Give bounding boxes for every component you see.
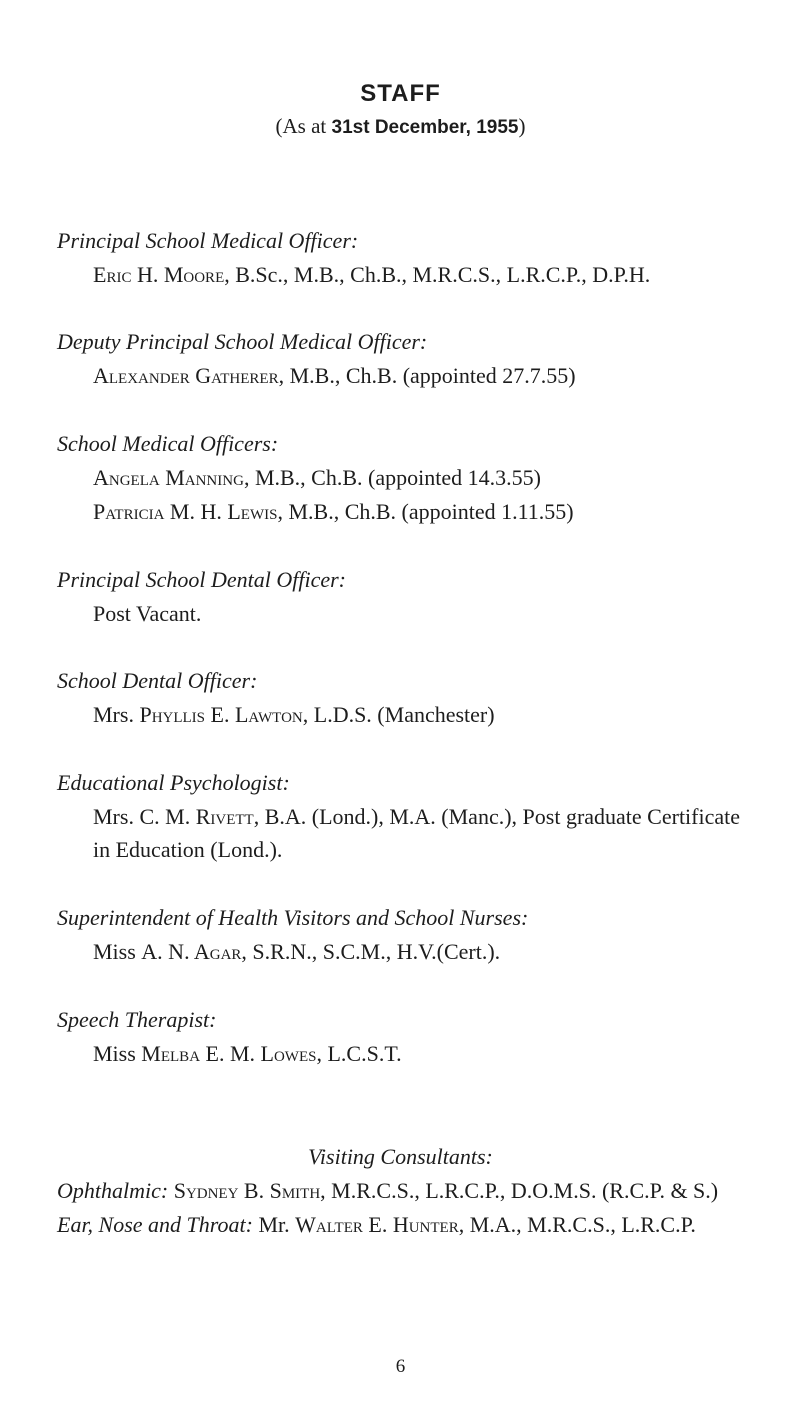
heading-deputy-smo: Deputy Principal School Medical Officer:: [57, 329, 428, 354]
heading-smos: School Medical Officers:: [57, 431, 279, 456]
page-subtitle: [0, 114, 801, 139]
consultant-qualifications: , M.R.C.S., L.R.C.P., D.O.M.S. (R.C.P. & S.): [320, 1178, 719, 1203]
staff-name: Melba E. M. Lowes: [141, 1041, 317, 1066]
staff-title: Mrs.: [93, 804, 140, 829]
staff-qualifications: , M.B., Ch.B. (appointed 27.7.55): [278, 363, 576, 388]
staff-name: Alexander Gatherer: [93, 363, 279, 388]
staff-name: Phyllis E. Lawton: [139, 702, 303, 727]
staff-name: Patricia M. H. Lewis: [93, 499, 278, 524]
entry-psychologist: [93, 804, 740, 830]
consultant-role: Ear, Nose and Throat:: [57, 1212, 253, 1237]
consultant-title: Mr.: [252, 1212, 296, 1237]
staff-name: Angela Manning: [93, 465, 244, 490]
staff-qualifications: , S.R.N., S.C.M., H.V.(Cert.).: [241, 939, 501, 964]
staff-qualifications: , B.Sc., M.B., Ch.B., M.R.C.S., L.R.C.P., D.P.H.: [224, 262, 651, 287]
consultant-qualifications: , M.A., M.R.C.S., L.R.C.P.: [458, 1212, 696, 1237]
consultant-name: Walter E. Hunter: [295, 1212, 459, 1237]
heading-psychologist: Educational Psychologist:: [57, 770, 290, 795]
staff-qualifications: , L.D.S. (Manchester): [302, 702, 495, 727]
staff-name: Eric H. Moore: [93, 262, 225, 287]
staff-qualifications: , L.C.S.T.: [316, 1041, 402, 1066]
entry-psychologist-cont: in Education (Lond.).: [93, 837, 283, 862]
staff-name: A. N. Agar: [141, 939, 242, 964]
entry-deputy-smo: [93, 363, 576, 389]
consultant-role: Ophthalmic:: [57, 1178, 169, 1203]
entry-smo-1: [93, 465, 541, 491]
staff-qualifications: , B.A. (Lond.), M.A. (Manc.), Post graduate Certificate: [253, 804, 741, 829]
staff-qualifications: , M.B., Ch.B. (appointed 1.11.55): [277, 499, 574, 524]
entry-speech: [93, 1041, 402, 1067]
heading-speech: Speech Therapist:: [57, 1007, 217, 1032]
staff-qualifications: , M.B., Ch.B. (appointed 14.3.55): [243, 465, 541, 490]
subtitle-open: (As at: [275, 114, 332, 138]
entry-smo-2: [93, 499, 574, 525]
consultant-ent: [57, 1212, 696, 1238]
page-number: 6: [395, 1356, 406, 1377]
subtitle-close: ): [518, 114, 526, 138]
staff-name: C. M. Rivett: [139, 804, 254, 829]
heading-principal-dental: Principal School Dental Officer:: [57, 567, 346, 592]
staff-title: Miss: [93, 939, 142, 964]
staff-title: Mrs.: [93, 702, 140, 727]
entry-principal-dental: Post Vacant.: [93, 601, 202, 626]
consultant-ophthalmic: [57, 1178, 718, 1204]
heading-principal-smo: Principal School Medical Officer:: [57, 228, 359, 253]
heading-dental: School Dental Officer:: [57, 668, 258, 693]
heading-superintendent: Superintendent of Health Visitors and School Nurses:: [57, 905, 529, 930]
consultant-name: Sydney B. Smith: [173, 1178, 321, 1203]
page-title: STAFF: [360, 80, 441, 107]
heading-consultants: Visiting Consultants:: [308, 1144, 493, 1169]
subtitle-date: 31st December, 1955: [331, 117, 519, 138]
staff-title: Miss: [93, 1041, 142, 1066]
entry-superintendent: [93, 939, 500, 965]
entry-principal-smo: [93, 262, 650, 288]
entry-dental: [93, 702, 495, 728]
